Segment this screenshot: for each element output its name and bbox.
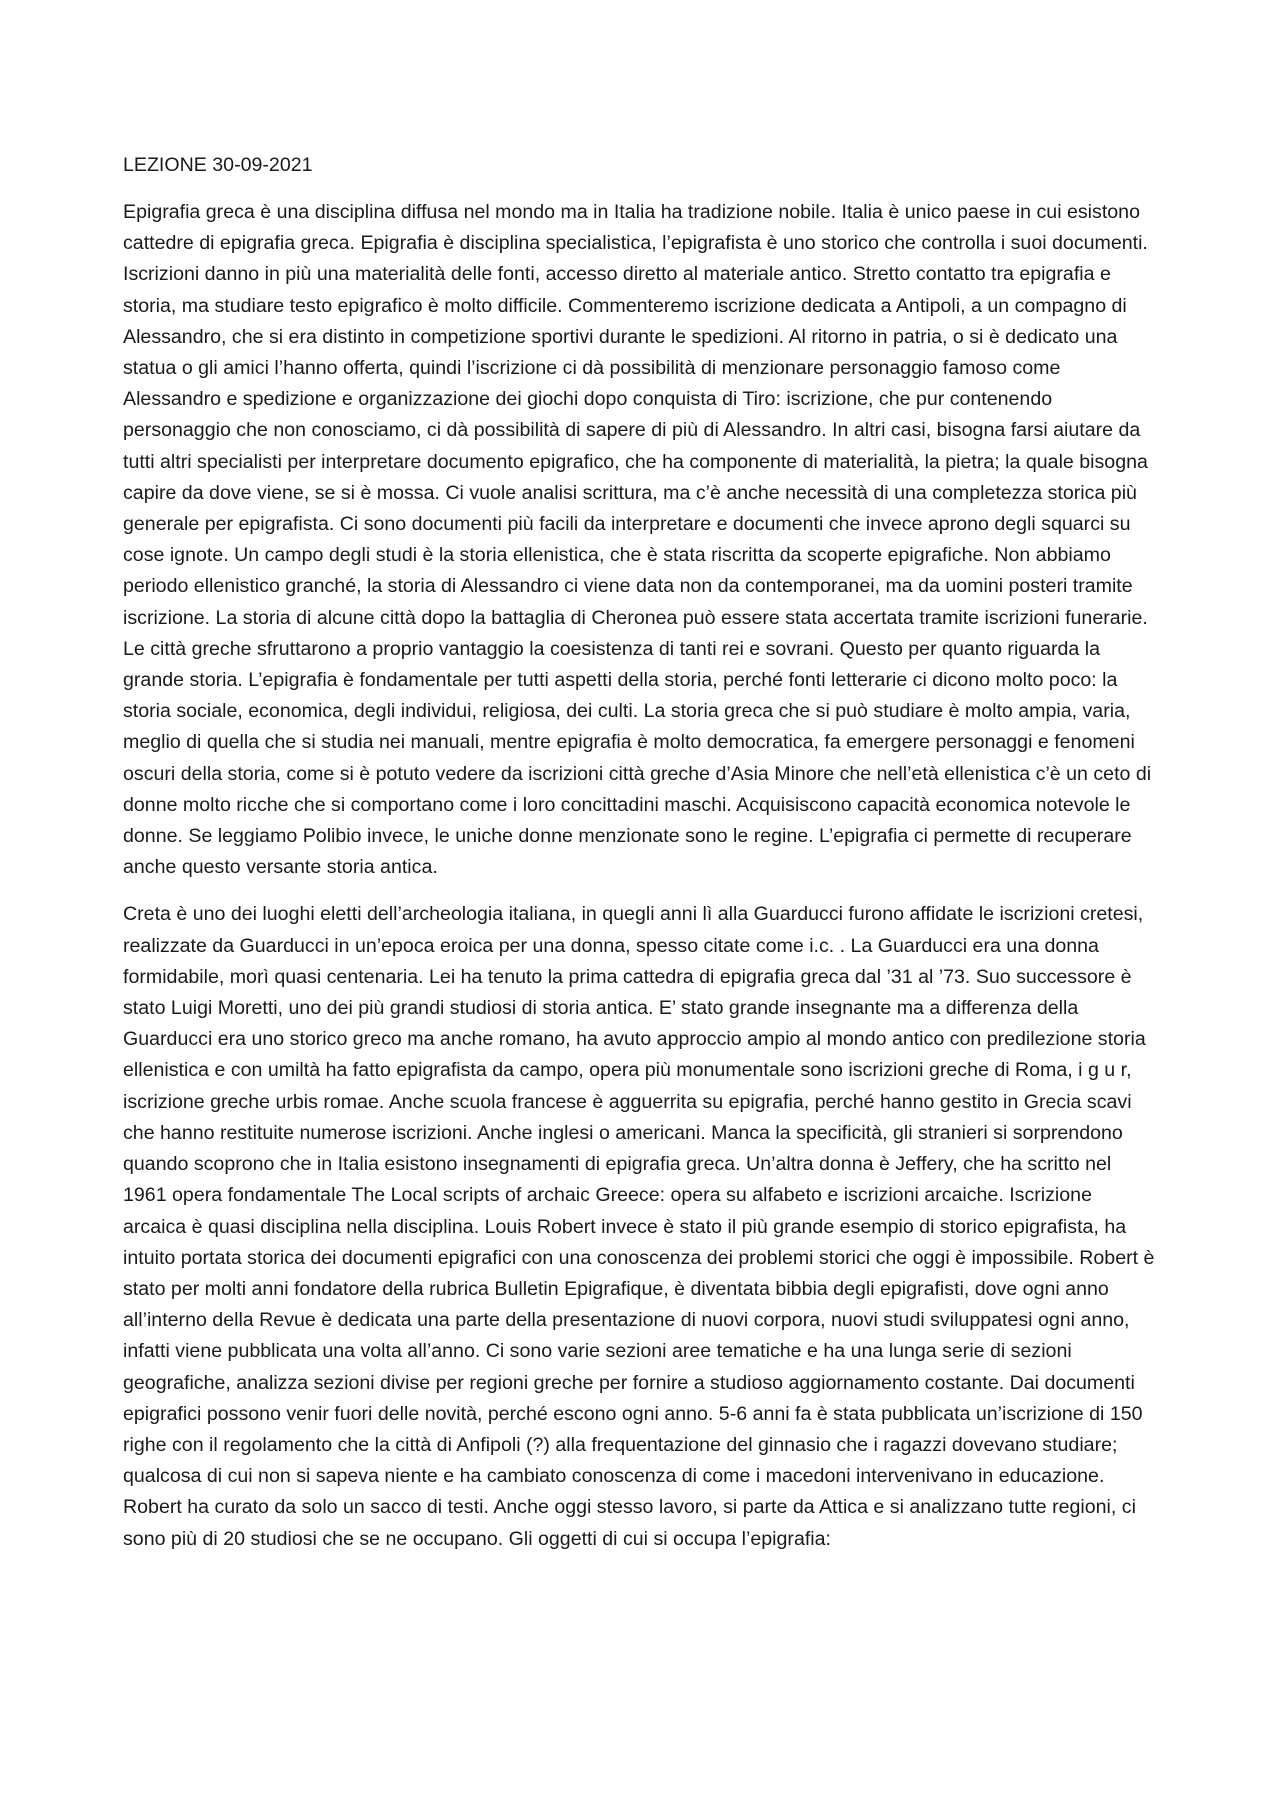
paragraph-2: Creta è uno dei luoghi eletti dell’archeologia italiana, in quegli anni lì alla Guarducci furono affidate le iscrizioni cretesi, realizzate da Guarducci in un’epoca eroica per una donna, spesso citate come i.c. . La Guarducci era una donna formidabile, morì quasi centenaria. Lei ha tenuto la prima cattedra di epigrafia greca dal ’31 al ’73. Suo successore è stato Luigi Moretti, uno dei più grandi studiosi di storia antica. E’ stato grande insegnante ma a differenza della Guarducci era uno storico greco ma anche romano, ha avuto approccio ampio al mondo antico con predilezione storia ellenistica e con umiltà ha fatto epigrafista da campo, opera più monumentale sono iscrizioni greche di Roma, i g u r, iscrizione greche urbis romae. Anche scuola francese è agguerrita su epigrafia, perché hanno gestito in Grecia scavi che hanno restituite numerose iscrizioni. Anche inglesi o americani. Manca la specificità, gli stranieri si sorprendono quando scoprono che in Italia esistono insegnamenti di epigrafia greca. Un’altra donna è Jeffery, che ha scritto nel 1961 opera fondamentale The Local scripts of archaic Greece: opera su alfabeto e iscrizioni arcaiche. Iscrizione arcaica è quasi disciplina nella disciplina. Louis Robert invece è stato il più grande esempio di storico epigrafista, ha intuito portata storica dei documenti epigrafici con una conoscenza dei problemi storici che oggi è impossibile. Robert è stato per molti anni fondatore della rubrica Bulletin Epigrafique, è diventata bibbia degli epigrafisti, dove ogni anno all’interno della Revue è dedicata una parte della presentazione di nuovi corpora, nuovi studi sviluppatesi ogni anno, infatti viene pubblicata una volta all’anno. Ci sono varie sezioni aree tematiche e ha una lunga serie di sezioni geografiche, analizza sezioni divise per regioni greche per fornire a studioso aggiornamento costante. Dai documenti epigrafici possono venir fuori delle novità, perché escono ogni anno. 5-6 anni fa è stata pubblicata un’iscrizione di 150 righe con il regolamento che la città di Anfipoli (?) alla frequentazione del ginnasio che i ragazzi dovevano studiare; qualcosa di cui non si sapeva niente e ha cambiato conoscenza di come i macedoni intervenivano in educazione. Robert ha curato da solo un sacco di testi. Anche oggi stesso lavoro, si parte da Attica e si analizzano tutte regioni, ci sono più di 20 studiosi che se ne occupano. Gli oggetti di cui si occupa l’epigrafia:: [123, 903, 1155, 1550]
page-title: LEZIONE 30-09-2021: [123, 154, 313, 176]
paragraph-1: Epigrafia greca è una disciplina diffusa nel mondo ma in Italia ha tradizione nobile. Italia è unico paese in cui esistono cattedre di epigrafia greca. Epigrafia è disciplina specialistica, l’epigrafista è uno storico che controlla i suoi documenti. Iscrizioni danno in più una materialità delle fonti, accesso diretto al materiale antico. Stretto contatto tra epigrafia e storia, ma studiare testo epigrafico è molto difficile. Commenteremo iscrizione dedicata a Antipoli, a un compagno di Alessandro, che si era distinto in competizione sportivi durante le spedizioni. Al ritorno in patria, o si è dedicato una statua o gli amici l’hanno offerta, quindi l’iscrizione ci dà possibilità di menzionare personaggio famoso come Alessandro e spedizione e organizzazione dei giochi dopo conquista di Tiro: iscrizione, che pur contenendo personaggio che non conosciamo, ci dà possibilità di sapere di più di Alessandro. In altri casi, bisogna farsi aiutare da tutti altri specialisti per interpretare documento epigrafico, che ha componente di materialità, la pietra; la quale bisogna capire da dove viene, se si è mossa. Ci vuole analisi scrittura, ma c’è anche necessità di una completezza storica più generale per epigrafista. Ci sono documenti più facili da interpretare e documenti che invece aprono degli squarci su cose ignote. Un campo degli studi è la storia ellenistica, che è stata riscritta da scoperte epigrafiche. Non abbiamo periodo ellenistico granché, la storia di Alessandro ci viene data non da contemporanei, ma da uomini posteri tramite iscrizione. La storia di alcune città dopo la battaglia di Cheronea può essere stata accertata tramite iscrizioni funerarie. Le città greche sfruttarono a proprio vantaggio la coesistenza di tanti rei e sovrani. Questo per quanto riguarda la grande storia. L’epigrafia è fondamentale per tutti aspetti della storia, perché fonti letterarie ci dicono molto poco: la storia sociale, economica, degli individui, religiosa, dei culti. La storia greca che si può studiare è molto ampia, varia, meglio di quella che si studia nei manuali, mentre epigrafia è molto democratica, fa emergere personaggi e fenomeni oscuri della storia, come si è potuto vedere da iscrizioni città greche d’Asia Minore che nell’età ellenistica c’è un ceto di donne molto ricche che si comportano come i loro concittadini maschi. Acquisiscono capacità economica notevole le donne. Se leggiamo Polibio invece, le uniche donne menzionate sono le regine. L’epigrafia ci permette di recuperare anche questo versante storia antica.: [123, 201, 1152, 879]
